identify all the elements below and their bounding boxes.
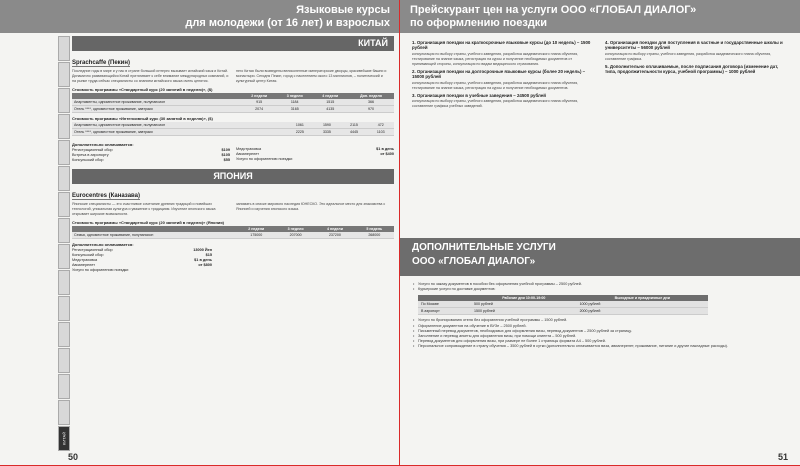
table-header: Выходные и праздничные дни xyxy=(577,295,708,301)
extra-label: Авиаперелет xyxy=(236,152,259,156)
table-header: 2 недели xyxy=(237,226,276,232)
list-item: • Письменный перевод документов, необходимых для оформления визы, перевод документов – 2500 рублей за страницу. xyxy=(412,329,788,334)
price-item-title: 3. Организация поездки в учебные заведения – 24500 рублей xyxy=(412,92,546,98)
left-content xyxy=(72,36,394,273)
table-cell: По Москве xyxy=(418,301,471,308)
table-cell: 2074 xyxy=(241,106,277,113)
side-tab[interactable] xyxy=(58,270,70,295)
china-intro-col1: Последние годы в мире и у нас в стране большой интерес вызывает китайский язык и Китай. Динамично развивающийся Китай притягивает к себе внимание международных компаний, и на рынке труда сейчас специалисты со знанием китайского языка очень ценятся. xyxy=(72,69,229,83)
extra-services-band xyxy=(400,238,800,276)
extra-value: $15 xyxy=(205,253,212,257)
extra-label: Услуги по оформлению поездки xyxy=(236,157,293,161)
china-section-bar: КИТАЙ xyxy=(72,36,394,51)
side-tab[interactable] xyxy=(58,166,70,191)
right-page xyxy=(400,0,800,466)
table-header: 3 недели xyxy=(277,93,313,99)
table-cell: 1061 xyxy=(286,122,313,129)
china-price-table-standard xyxy=(72,93,394,113)
extra-value: 13000 Йен xyxy=(193,248,212,252)
extra-services-subtitle: ООО «ГЛОБАЛ ДИАЛОГ» xyxy=(412,256,536,267)
table-header: 4 недели xyxy=(315,226,354,232)
left-page-number: 50 xyxy=(68,452,79,462)
table-cell: 4445 xyxy=(340,129,367,136)
side-tab[interactable] xyxy=(58,244,70,269)
table-cell: 1103 xyxy=(368,129,394,136)
table-cell: 915 xyxy=(241,99,277,106)
japan-school-name: Eurocentres (Каназава) xyxy=(72,193,140,199)
extra-value: $105 xyxy=(221,153,230,157)
side-tab[interactable] xyxy=(58,374,70,399)
extra-value: от $400 xyxy=(380,152,394,156)
right-header-title: Прейскурант цен на услуги ООО «ГЛОБАЛ ДИАЛОГ» xyxy=(410,4,697,16)
table-cell: 268000 xyxy=(355,232,394,239)
price-item-text: консультация по выбору страны, учебного заведения, разработка академического плана обучения, составление графика учебных заведений. xyxy=(412,99,579,109)
list-item: • Заполнение и перевод анкеты для оформления визы, при помощи клиента – 500 рублей. xyxy=(412,334,788,339)
extra-services-list xyxy=(412,282,788,350)
table-cell: 500 рублей xyxy=(471,301,577,308)
left-header-title: Языковые курсы xyxy=(296,4,390,16)
left-header xyxy=(0,0,400,33)
table-cell: 175000 xyxy=(237,232,276,239)
extra-value: $1 в день xyxy=(376,147,394,151)
table-cell: 2000 рублей xyxy=(577,308,708,315)
right-header xyxy=(400,0,800,33)
side-tab[interactable] xyxy=(58,88,70,113)
side-tab[interactable] xyxy=(58,322,70,347)
table-row xyxy=(72,129,394,136)
right-page-number: 51 xyxy=(777,452,788,462)
price-list-col2 xyxy=(605,38,785,76)
table-cell: 1000 рублей xyxy=(577,301,708,308)
table-cell: 2115 xyxy=(340,122,367,129)
japan-intro xyxy=(72,202,394,217)
table-header: Рабочие дни 10:00-19:00 xyxy=(471,295,577,301)
table-row xyxy=(72,106,394,113)
table-cell: Отель ****, одноместное проживание, завтраки xyxy=(72,106,241,113)
table-cell: 3335 xyxy=(313,129,340,136)
china-intro-col2: него Китая были возведены великолепные императорские дворцы, красивейшие башни и монастыри. Сегодня Пекин, город с населением около 13 миллионов, – политический и культурный центр Китая. xyxy=(236,69,387,83)
japan-extras xyxy=(72,242,212,273)
extra-item xyxy=(72,158,230,163)
price-item-title: 5. Дополнительно оплачиваемые, после подписания договора (изменение дат, типа, продолжительности курса, учебной программы) – 1000 рублей xyxy=(605,63,779,75)
china-extras xyxy=(72,139,394,163)
price-item-title: 1. Организация поездки на краткосрочные языковые курсы (до 10 недель) – 1500 рублей xyxy=(412,40,591,51)
side-tab[interactable] xyxy=(58,218,70,243)
table-header: 4 недели xyxy=(312,93,348,99)
table-cell: 207000 xyxy=(276,232,315,239)
left-header-subtitle: для молодежи (от 16 лет) и взрослых xyxy=(185,17,390,29)
table-cell: 970 xyxy=(348,106,394,113)
courier-price-table xyxy=(418,295,708,315)
extra-value: $109 xyxy=(221,148,230,152)
price-item-text: консультация по выбору страны, учебного заведения, разработка академического плана обучения, тестирование на знание языка, регистрация на курсы и получение необходимых документов. xyxy=(412,80,579,90)
japan-table-caption: Стоимость программы «Стандартный курс (20 занятий в неделю)» (Япония) xyxy=(72,220,225,225)
list-item: • Курьерские услуги по доставке документов: xyxy=(412,287,788,292)
japan-intro-col2: занимать в списке мирового наследия ЮНЕСКО. Это идеальное место для знакомства с Японией и изучения японского языка. xyxy=(236,202,386,211)
extra-item xyxy=(236,157,394,162)
price-list-col1 xyxy=(412,38,592,109)
table-cell: 237200 xyxy=(315,232,354,239)
right-header-subtitle: по оформлению поездки xyxy=(410,17,548,29)
extra-label: Услуги по оформлению поездки xyxy=(72,268,129,272)
extra-value: $55 xyxy=(223,158,230,162)
table-header: 5 недель xyxy=(355,226,394,232)
japan-price-table xyxy=(72,226,394,239)
list-item: • Перевод документов для оформления визы, при размере не более 1 страницы формата А4 – 500 рублей. xyxy=(412,339,788,344)
side-tab[interactable] xyxy=(58,36,70,61)
price-item-title: 4. Организация поездки для поступления в частные и государственные школы и университеты – 56000 рублей xyxy=(605,40,783,51)
price-item-title: 2. Организация поездки на долгосрочные языковые курсы (более 20 недель) – 15000 рублей xyxy=(412,68,586,80)
table-cell: В аэропорт xyxy=(418,308,471,315)
japan-extras-title: Дополнительно оплачивается: xyxy=(72,242,134,247)
table-cell: Апартаменты, одноместное проживание, полупансион xyxy=(72,122,286,129)
table-cell: Семья, одноместное проживание, полупансион xyxy=(72,232,237,239)
side-tabs xyxy=(58,36,70,452)
table-cell: 2225 xyxy=(286,129,313,136)
side-tab[interactable] xyxy=(58,140,70,165)
side-tab[interactable] xyxy=(58,192,70,217)
china-extras-title: Дополнительно оплачивается: xyxy=(72,142,134,147)
side-tab[interactable] xyxy=(58,114,70,139)
side-tab-active[interactable]: КИТАЙ xyxy=(58,426,70,451)
list-item: • Услуги по заказу документов в пособии без оформления учебной программы – 2500 рублей. xyxy=(412,282,788,287)
extra-item xyxy=(72,268,212,273)
price-item-text: консультация по выбору страны, учебного заведения, разработка академического плана обучения, тестирование на знание языка, регистрация на курсы и получение необходимых документов от принимающей стороны, консультация по видам медицинского страхования. xyxy=(412,51,579,66)
side-tab[interactable] xyxy=(58,62,70,87)
table-header: Доп. неделя xyxy=(348,93,394,99)
side-tab[interactable] xyxy=(58,296,70,321)
table-row xyxy=(72,232,394,239)
china-table2-caption: Стоимость программы «Интенсивный курс (30 занятий в неделю)», ($) xyxy=(72,116,213,121)
extra-label: Авиаперелет xyxy=(72,263,95,267)
table-cell: 472 xyxy=(368,122,394,129)
list-item: • Услуги по бронированию отеля без оформления учебной программы – 1500 рублей. xyxy=(412,318,788,323)
extra-value: от $800 xyxy=(198,263,212,267)
table-row xyxy=(418,308,708,315)
list-item: • Персональное сопровождение в страну обучения – 3500 рублей в сутки (дополнительно оплачивается виза, авиаперелет, проживание, питание и другие накладные расходы). xyxy=(412,344,788,349)
table-cell: 1590 xyxy=(313,122,340,129)
china-price-table-intensive xyxy=(72,122,394,136)
japan-intro-col1: Японские специалисты — это счастливое сочетание древних традиций и новейших технологий, уникальная культура и уважение к традициям. Изучение японского языка открывает широкие возможности. xyxy=(72,202,216,216)
price-item-text: консультация по выбору страны, учебного заведения, разработка академического плана обучения, составление графика. xyxy=(605,51,772,61)
china-school-name: Sprachcaffe (Пекин) xyxy=(72,60,130,66)
page-edge-marker xyxy=(399,0,400,466)
table-cell: 1184 xyxy=(277,99,313,106)
list-item: • Оформление документов на обучение в ВУЗе – 2500 рублей. xyxy=(412,324,788,329)
table-cell: Апартаменты, одноместное проживание, полупансион xyxy=(72,99,241,106)
japan-section-bar: ЯПОНИЯ xyxy=(72,169,394,184)
extra-label: Регистрационный сбор xyxy=(72,248,113,252)
table-cell: Отель ****, одноместное проживание, завтраки xyxy=(72,129,286,136)
extra-label: Медстраховка xyxy=(72,258,98,262)
table-cell: 4135 xyxy=(312,106,348,113)
china-intro xyxy=(72,69,394,84)
table-cell: 366 xyxy=(348,99,394,106)
extra-label: Регистрационный сбор xyxy=(72,148,113,152)
table-cell: 1515 xyxy=(312,99,348,106)
table-header: 3 недели xyxy=(276,226,315,232)
table-header: 2 недели xyxy=(241,93,277,99)
extra-value: $1 в день xyxy=(194,258,212,262)
china-table1-caption: Стоимость программы «Стандартный курс (20 занятий в неделю)», ($) xyxy=(72,87,213,92)
extra-label: Консульский сбор xyxy=(72,158,104,162)
table-cell: 1500 рублей xyxy=(471,308,577,315)
extra-label: Медстраховка xyxy=(236,147,262,151)
side-tab[interactable] xyxy=(58,400,70,425)
extra-label: Встреча в аэропорту xyxy=(72,153,109,157)
extra-label: Консульский сбор xyxy=(72,253,104,257)
extra-services-title: ДОПОЛНИТЕЛЬНЫЕ УСЛУГИ xyxy=(412,242,556,253)
side-tab[interactable] xyxy=(58,348,70,373)
table-cell: 3165 xyxy=(277,106,313,113)
